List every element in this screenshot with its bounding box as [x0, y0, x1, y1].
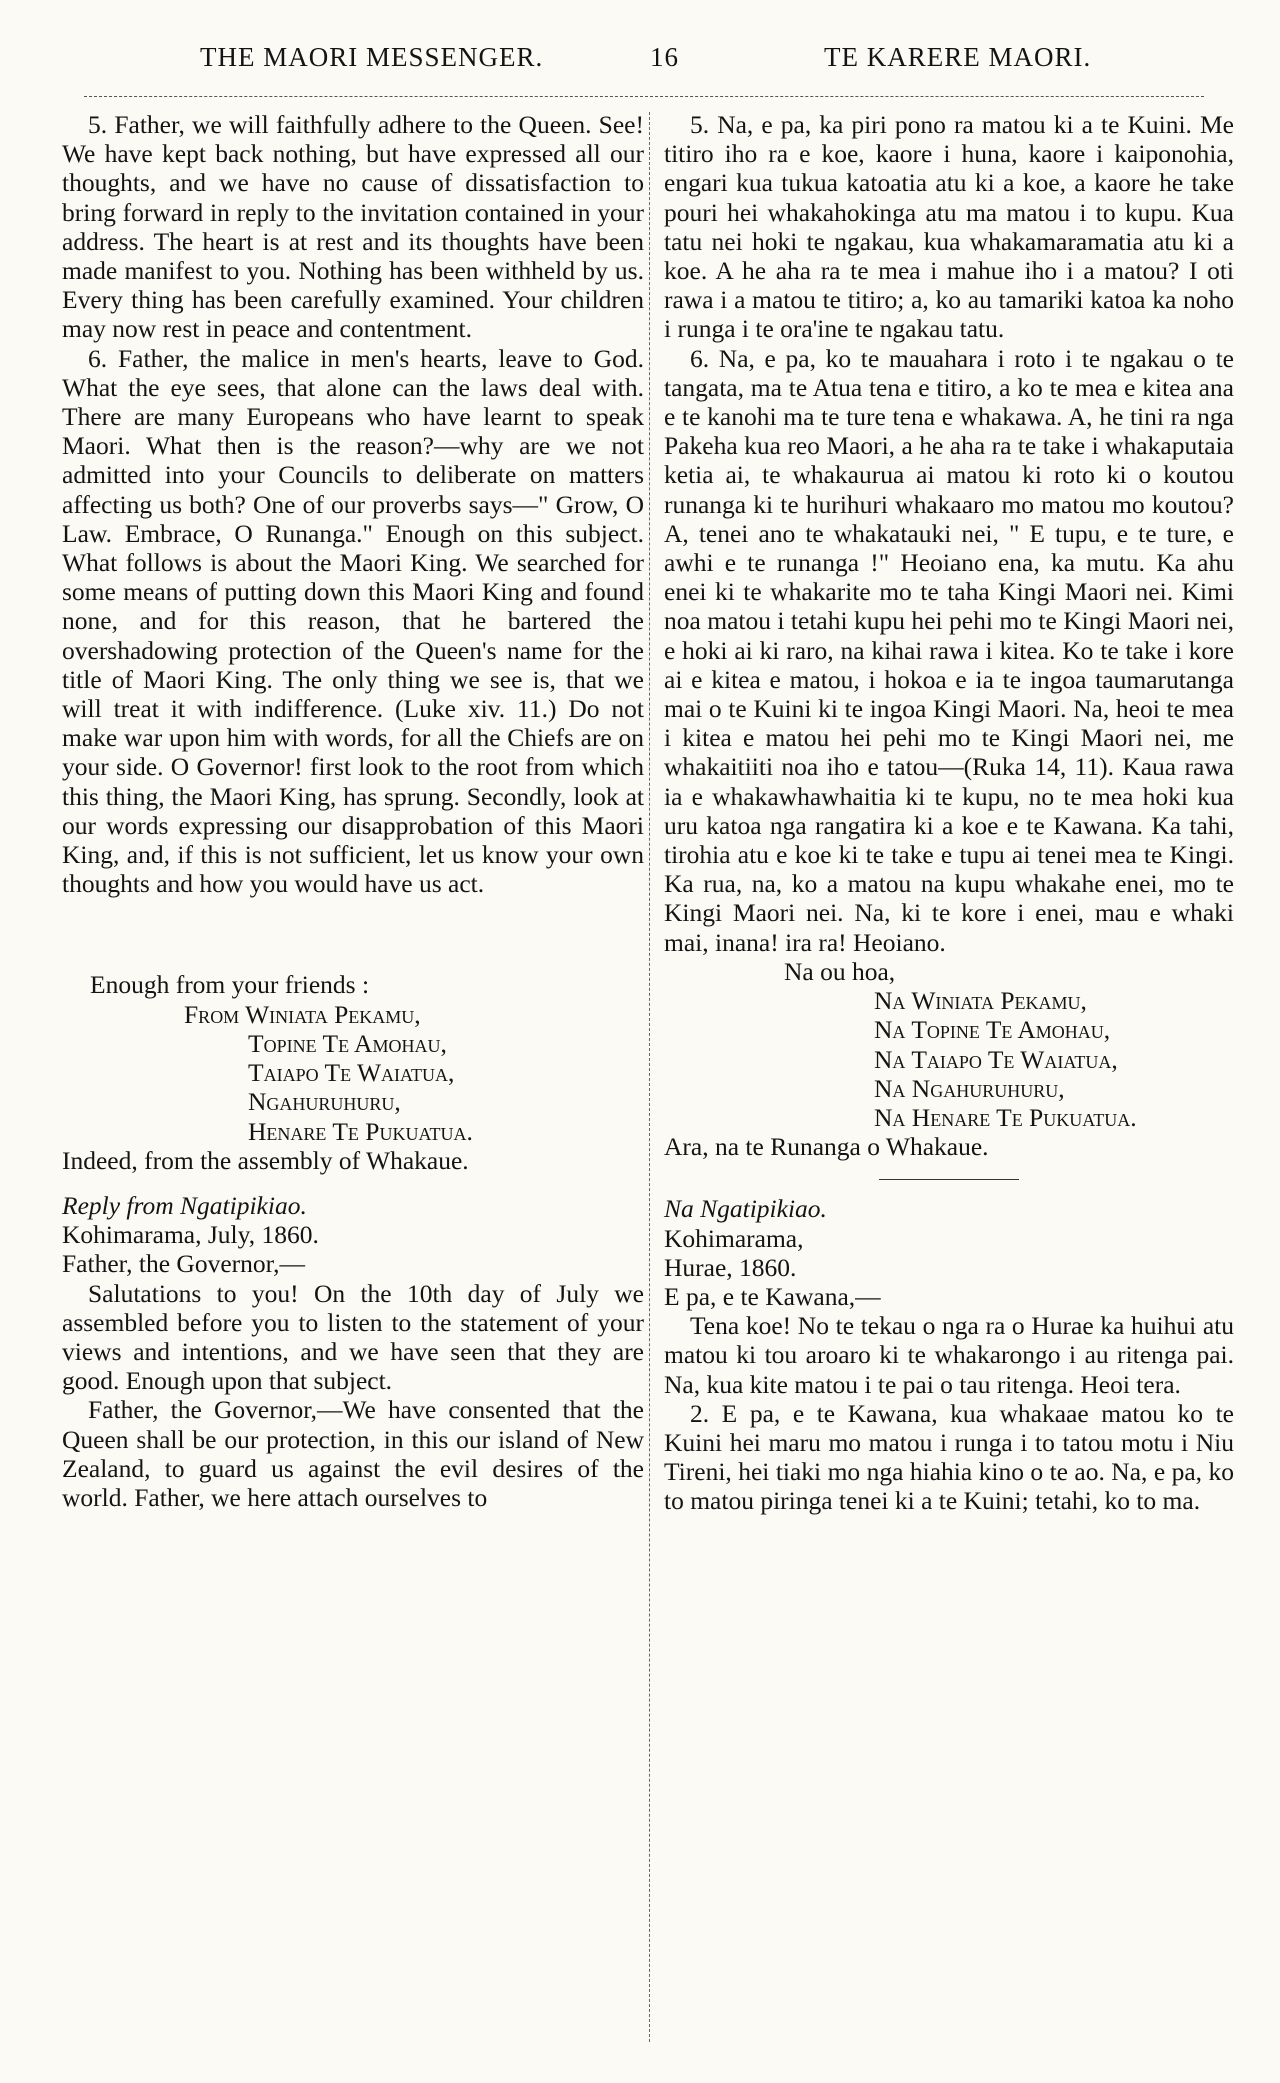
english-signatures [62, 1000, 644, 1146]
header-maori-title: TE KARERE MAORI. [824, 42, 1092, 72]
header-english-title: THE MAORI MESSENGER. [200, 42, 544, 72]
maori-column [664, 110, 1234, 1516]
column-divider [649, 112, 650, 2042]
english-assembly: Indeed, from the assembly of Whakaue. [62, 1145, 469, 1175]
page-header [60, 42, 1220, 82]
english-signature: Topine Te Amohau, [248, 1028, 447, 1058]
english-signature: Ngahuruhuru, [248, 1087, 401, 1117]
english-column [62, 110, 644, 1512]
maori-assembly: Ara, na te Runanga o Whakaue. [664, 1132, 989, 1162]
maori-signatures [664, 986, 1234, 1132]
maori-signature: Na Taiapo Te Waiatua, [874, 1044, 1118, 1074]
maori-salutation: E pa, e te Kawana,— [664, 1281, 881, 1311]
maori-signature: Na Ngahuruhuru, [874, 1073, 1065, 1103]
english-reply-title: Reply from Ngatipikiao. [62, 1190, 307, 1220]
maori-reply-paragraph-2: 2. E pa, e te Kawana, kua whakaae matou ko te Kuini hei maru mo matou i runga i to tatou motu i Niu Tireni, hei tiaki mo nga hiahia kino o te ao. Na, e pa, ko to matou piringa tenei ki a te Kuini; tetahi, ko to ma. [664, 1398, 1234, 1516]
maori-reply-paragraph-1: Tena koe! No te tekau o nga ra o Hurae ka huihui atu matou ki tou aroaro ki te whakarongo i au ritenga pai. Na, kua kite matou i te pai o tau ritenga. Heoi tera. [664, 1311, 1234, 1399]
maori-paragraph-5: 5. Na, e pa, ka piri pono ra matou ki a te Kuini. Me titiro iho ra e koe, kaore i huna, kaore i kaiponohia, engari kua tukua katoatia atu ki a koe, a kaore he take pouri hei whakahokinga atu ma matou i to kupu. Kua tatu nei hoki te ngakau, kua whakamaramatia atu ki a koe. A he aha ra te mea i mahue iho i a matou? I oti rawa i a matou te titiro; a, ko au tamariki katoa ka noho i runga i te ora'ine te ngakau tatu. [664, 110, 1234, 344]
maori-reply-title: Na Ngatipikiao. [664, 1194, 827, 1224]
english-signature: Henare Te Pukuatua. [248, 1116, 473, 1146]
section-separator [879, 1179, 1019, 1180]
page-number: 16 [650, 42, 679, 72]
english-paragraph-6: 6. Father, the malice in men's hearts, leave to God. What the eye sees, that alone can the laws deal with. There are many Europeans who have learnt to speak Maori. What then is the reason?—why are we not admitted into your Councils to deliberate on matters affecting us both? One of our proverbs says—" Grow, O Law. Embrace, O Runanga." Enough on this subject. What follows is about the Maori King. We searched for some means of putting down this Maori King and found none, and for this reason, that he bartered the overshadowing protection of the Queen's name for the title of Maori King. The only thing we see is, that we will treat it with indifference. (Luke xiv. 11.) Do not make war upon him with words, for all the Chiefs are on your side. O Governor! first look to the root from which this thing, the Maori King, has sprung. Secondly, look at our words expressing our disapprobation of this Maori King, and, if this is not sufficient, let us know your own thoughts and how you would have us act. [62, 343, 644, 899]
english-reply-paragraph-1: Salutations to you! On the 10th day of July we assembled before you to listen to the statement of your views and intentions, and we have seen that they are good. Enough upon that subject. [62, 1278, 644, 1396]
maori-signature: Na Henare Te Pukuatua. [874, 1102, 1137, 1132]
maori-signature: Na Winiata Pekamu, [874, 986, 1087, 1016]
maori-signature: Na Topine Te Amohau, [874, 1015, 1111, 1045]
english-closing: Enough from your friends : [90, 970, 370, 1000]
maori-date: Hurae, 1860. [664, 1252, 797, 1282]
english-place-date: Kohimarama, July, 1860. [62, 1220, 319, 1250]
english-paragraph-5: 5. Father, we will faithfully adhere to the Queen. See! We have kept back nothing, but have expressed all our thoughts, and we have no cause of dissatisfaction to bring forward in reply to the invitation contained in your address. The heart is at rest and its thoughts have been made manifest to you. Nothing has been withheld by us. Every thing has been carefully examined. Your children may now rest in peace and contentment. [62, 110, 644, 344]
english-salutation: Father, the Governor,— [62, 1249, 305, 1279]
maori-closing: Na ou hoa, [784, 956, 896, 986]
maori-place: Kohimarama, [664, 1223, 804, 1253]
english-reply-paragraph-2: Father, the Governor,—We have consented that the Queen shall be our protection, in this our island of New Zealand, to guard us against the evil desires of the world. Father, we here attach ourselves to [62, 1395, 644, 1512]
english-signature: From Winiata Pekamu, [184, 999, 421, 1029]
header-rule [84, 96, 1204, 97]
english-signature: Taiapo Te Waiatua, [248, 1058, 455, 1088]
maori-paragraph-6: 6. Na, e pa, ko te mauahara i roto i te ngakau o te tangata, ma te Atua tena e titiro, a ko te mea e kitea ana e te kanohi ma te ture tena e whakawa. A, he tini ra nga Pakeha kua reo Maori, a he aha ra te take i whakaputaia ketia ai, te whakaurua ai matou ki roto ki o koutou runanga ki te hurihuri whakaaro mo matou mo koutou? A, tenei ano te whakatauki nei, " E tupu, e te ture, e awhi e te runanga !" Heoiano ena, ka mutu. Ka ahu enei ki te whakarite mo te taha Kingi Maori nei. Kimi noa matou i tetahi kupu hei pehi mo te Kingi Maori nei, e hoki ai ki raro, na kihai rawa i kitea. Ko te take i kore ai e kitea e matou, i hokoa e ia te ingoa taumarutanga mai o te Kuini ki te ingoa Kingi Maori. Na, heoi te mea i kitea e matou hei pehi mo te Kingi Maori nei, me whakaitiiti noa iho e tatou—(Ruka 14, 11). Kaua rawa ia e whakawhawhaitia ki te kupu, no te mea hoki kua uru katoa nga rangatira ki a koe e te Kawana. Ka tahi, tirohia atu e koe ki te take e tupu ai tenei mea te Kingi. Ka rua, na, ko a matou na kupu whakahe enei, mo te Kingi Maori nei. Na, ki te kore i enei, mau e whaki mai, inana! ira ra! Heoiano. [664, 343, 1234, 957]
